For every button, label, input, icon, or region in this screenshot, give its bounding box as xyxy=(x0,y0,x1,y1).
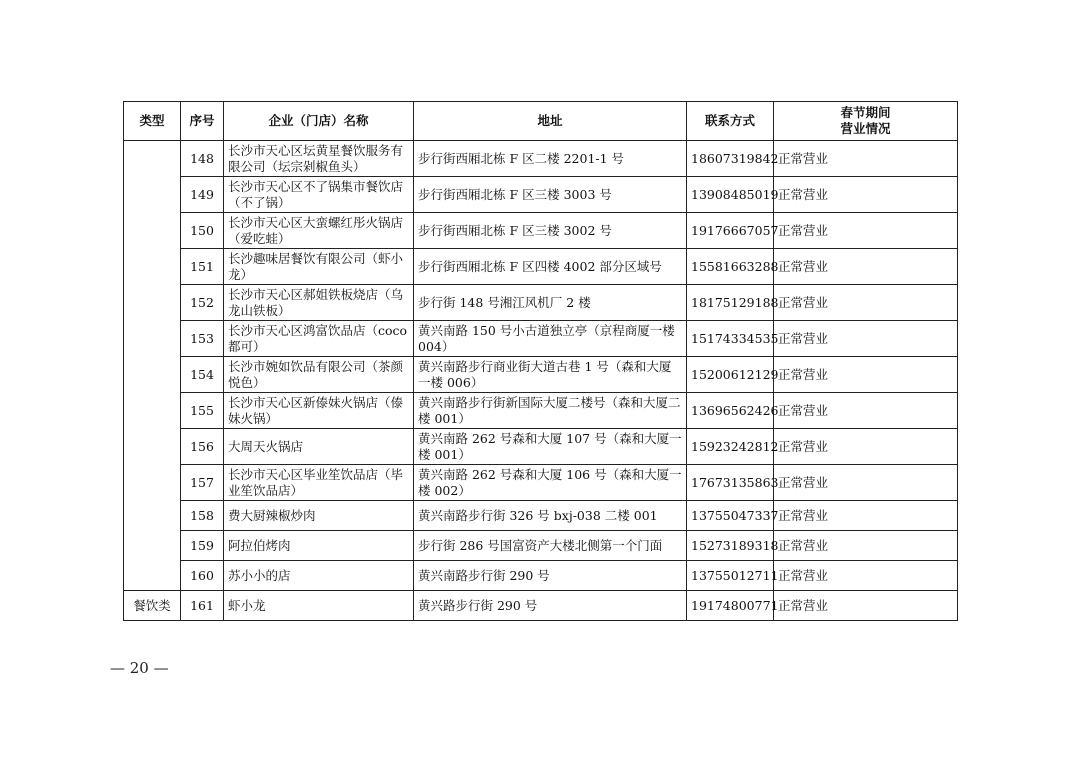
cell-address: 黄兴路步行街 290 号 xyxy=(414,591,687,621)
cell-phone: 18175129188 xyxy=(687,285,774,321)
cell-phone: 15174334535 xyxy=(687,321,774,357)
cell-status: 正常营业 xyxy=(774,285,958,321)
table-row xyxy=(124,141,958,177)
cell-address: 黄兴南路步行街 290 号 xyxy=(414,561,687,591)
cell-phone: 13755047337 xyxy=(687,501,774,531)
cell-name: 大周天火锅店 xyxy=(224,429,414,465)
cell-status: 正常营业 xyxy=(774,357,958,393)
cell-phone: 13908485019 xyxy=(687,177,774,213)
cell-address: 步行街西厢北栋 F 区四楼 4002 部分区域号 xyxy=(414,249,687,285)
cell-status: 正常营业 xyxy=(774,321,958,357)
cell-phone: 15200612129 xyxy=(687,357,774,393)
cell-address: 黄兴南路 262 号森和大厦 107 号（森和大厦一楼 001） xyxy=(414,429,687,465)
header-name: 企业（门店）名称 xyxy=(224,102,414,141)
cell-name: 长沙市天心区鸿富饮品店（coco都可） xyxy=(224,321,414,357)
cell-status: 正常营业 xyxy=(774,213,958,249)
header-phone: 联系方式 xyxy=(687,102,774,141)
cell-address: 黄兴南路 150 号小古道独立亭（京程商厦一楼004） xyxy=(414,321,687,357)
cell-name: 阿拉伯烤肉 xyxy=(224,531,414,561)
cell-status: 正常营业 xyxy=(774,141,958,177)
cell-phone: 15923242812 xyxy=(687,429,774,465)
cell-no: 161 xyxy=(181,591,224,621)
header-type: 类型 xyxy=(124,102,181,141)
cell-phone: 17673135863 xyxy=(687,465,774,501)
cell-name: 长沙市天心区毕业笙饮品店（毕业笙饮品店） xyxy=(224,465,414,501)
cell-name: 长沙市婉如饮品有限公司（茶颜悦色） xyxy=(224,357,414,393)
cell-phone: 19174800771 xyxy=(687,591,774,621)
cell-phone: 19176667057 xyxy=(687,213,774,249)
header-status-line2: 营业情况 xyxy=(840,121,891,136)
cell-address: 黄兴南路步行商业街大道古巷 1 号（森和大厦一楼 006） xyxy=(414,357,687,393)
cell-name: 费大厨辣椒炒肉 xyxy=(224,501,414,531)
cell-phone: 13755012711 xyxy=(687,561,774,591)
cell-no: 148 xyxy=(181,141,224,177)
cell-status: 正常营业 xyxy=(774,591,958,621)
cell-address: 黄兴南路 262 号森和大厦 106 号（森和大厦一楼 002） xyxy=(414,465,687,501)
cell-name: 长沙市天心区大蛮螺红彤火锅店（爱吃蛙） xyxy=(224,213,414,249)
table-row xyxy=(124,285,958,321)
cell-no: 151 xyxy=(181,249,224,285)
cell-type: 餐饮类 xyxy=(124,591,181,621)
cell-no: 159 xyxy=(181,531,224,561)
table-row xyxy=(124,465,958,501)
table-row xyxy=(124,213,958,249)
table-row xyxy=(124,591,958,621)
cell-name: 苏小小的店 xyxy=(224,561,414,591)
header-status-line1: 春节期间 xyxy=(840,105,891,120)
header-no: 序号 xyxy=(181,102,224,141)
cell-no: 156 xyxy=(181,429,224,465)
table-row xyxy=(124,393,958,429)
cell-phone: 18607319842 xyxy=(687,141,774,177)
table-row xyxy=(124,561,958,591)
table-row xyxy=(124,177,958,213)
cell-name: 长沙市天心区郝姐铁板烧店（乌龙山铁板） xyxy=(224,285,414,321)
table-row xyxy=(124,531,958,561)
cell-no: 154 xyxy=(181,357,224,393)
cell-status: 正常营业 xyxy=(774,465,958,501)
cell-name: 虾小龙 xyxy=(224,591,414,621)
cell-name: 长沙市天心区新傣妹火锅店（傣妹火锅） xyxy=(224,393,414,429)
table-row xyxy=(124,321,958,357)
cell-status: 正常营业 xyxy=(774,501,958,531)
cell-no: 160 xyxy=(181,561,224,591)
cell-no: 157 xyxy=(181,465,224,501)
cell-address: 步行街 286 号国富资产大楼北侧第一个门面 xyxy=(414,531,687,561)
cell-status: 正常营业 xyxy=(774,561,958,591)
cell-address: 步行街 148 号湘江风机厂 2 楼 xyxy=(414,285,687,321)
cell-status: 正常营业 xyxy=(774,393,958,429)
cell-name: 长沙市天心区坛黄星餐饮服务有限公司（坛宗剁椒鱼头） xyxy=(224,141,414,177)
page-number: — 20 — xyxy=(110,659,169,677)
cell-address: 步行街西厢北栋 F 区三楼 3002 号 xyxy=(414,213,687,249)
table-row xyxy=(124,429,958,465)
table-row xyxy=(124,249,958,285)
cell-phone: 15273189318 xyxy=(687,531,774,561)
cell-status: 正常营业 xyxy=(774,429,958,465)
header-address: 地址 xyxy=(414,102,687,141)
cell-no: 155 xyxy=(181,393,224,429)
table-row xyxy=(124,357,958,393)
cell-no: 153 xyxy=(181,321,224,357)
header-status xyxy=(774,102,958,141)
cell-no: 149 xyxy=(181,177,224,213)
cell-address: 黄兴南路步行街新国际大厦二楼号（森和大厦二楼 001） xyxy=(414,393,687,429)
cell-status: 正常营业 xyxy=(774,177,958,213)
cell-no: 150 xyxy=(181,213,224,249)
table-row xyxy=(124,501,958,531)
business-table xyxy=(123,101,958,621)
table-header-row xyxy=(124,102,958,141)
cell-name: 长沙趣味居餐饮有限公司（虾小龙） xyxy=(224,249,414,285)
cell-address: 步行街西厢北栋 F 区三楼 3003 号 xyxy=(414,177,687,213)
cell-no: 152 xyxy=(181,285,224,321)
cell-name: 长沙市天心区不了锅集市餐饮店（不了锅） xyxy=(224,177,414,213)
cell-address: 黄兴南路步行街 326 号 bxj-038 二楼 001 xyxy=(414,501,687,531)
cell-phone: 13696562426 xyxy=(687,393,774,429)
cell-address: 步行街西厢北栋 F 区二楼 2201-1 号 xyxy=(414,141,687,177)
cell-status: 正常营业 xyxy=(774,249,958,285)
cell-no: 158 xyxy=(181,501,224,531)
cell-type-empty xyxy=(124,141,181,591)
cell-phone: 15581663288 xyxy=(687,249,774,285)
cell-status: 正常营业 xyxy=(774,531,958,561)
